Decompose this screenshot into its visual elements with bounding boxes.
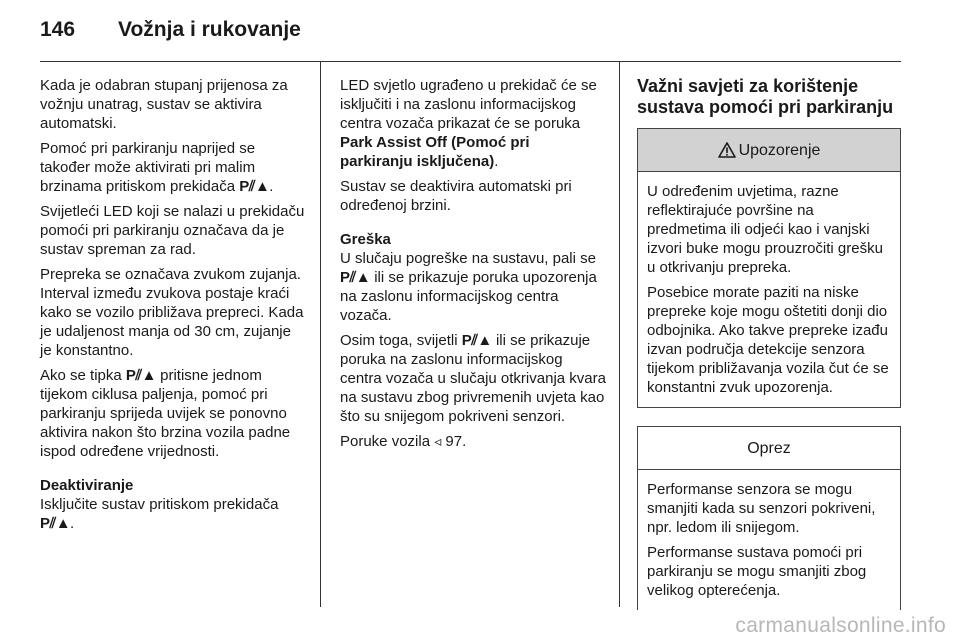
paragraph-reverse-gear: Kada je odabran stupanj prijenosa za vožnju unatrag, sustav se aktivira automatski. — [40, 77, 288, 132]
text-column-3 — [637, 76, 901, 610]
paragraph-button-press: Ako se tipka P⫽▲ pritisne jednom tijekom ciklusa paljenja, pomoć pri parkiranju sprijeda uvijek se ponovno aktivira nakon što brzina vozila padne ispod određene vrijednosti. — [40, 367, 291, 460]
paragraph-fault: Osim toga, svijetli P⫽▲ ili se prikazuje poruka na zaslonu informacijskog centra vozača u slučaju otkrivanja kvara na sustavu zbog privremenih uvjeta kao što su snijegom pokriveni senzori. — [340, 332, 606, 425]
caution-box-body — [638, 470, 900, 610]
warning-box-body — [638, 172, 900, 407]
caution-paragraph-2: Performanse sustava pomoći pri parkiranju se mogu smanjiti zbog velikog opterećenja. — [647, 544, 867, 599]
park-assist-switch-icon: P⫽▲ — [40, 515, 71, 532]
header-divider — [40, 61, 901, 62]
column-divider-right — [619, 62, 620, 607]
warning-paragraph-1: U određenim uvjetima, razne reflektirajuće površine na predmetima ili odjeći kao i vanjski izvori buke mogu prouzročiti grešku u otkrivanju prepreka. — [647, 183, 883, 276]
deactivation-heading: Deaktiviranje — [40, 477, 134, 494]
park-assist-switch-icon: P⫽▲ — [461, 332, 492, 349]
paragraph-error: Greška U slučaju pogreške na sustavu, pali se P⫽▲ ili se prikazuje poruka upozorenja na zaslonu informacijskog centra vozača. — [340, 230, 606, 325]
warning-title: Upozorenje — [738, 141, 821, 159]
page-reference-icon: ◃ — [434, 433, 442, 449]
page-number: 146 — [40, 18, 76, 41]
park-assist-switch-icon: P⫽▲ — [125, 367, 156, 384]
warning-box-header — [638, 129, 900, 172]
paragraph-led: Svijetleći LED koji se nalazi u prekidaču pomoći pri parkiranju označava da je sustav spreman za rad. — [40, 203, 305, 258]
warning-triangle-icon — [718, 142, 736, 158]
paragraph-buzzer: Prepreka se označava zvukom zujanja. Interval između zvukova postaje kraći kako se vozilo približava prepreci. Kada je udaljenost manja od 30 cm, zujanje je konstantno. — [40, 266, 304, 359]
warning-box — [637, 128, 901, 408]
warning-paragraph-2: Posebice morate paziti na niske prepreke koje mogu oštetiti donji dio odbojnika. Ako takve prepreke izađu izvan područja detekcije senzora tijekom približavanja vozila čut će se konstantni zvuk upozorenja. — [647, 284, 889, 396]
paragraph-auto-deactivate: Sustav se deaktivira automatski pri određenoj brzini. — [340, 178, 572, 214]
park-assist-switch-icon: P⫽▲ — [239, 178, 270, 195]
caution-box — [637, 426, 901, 610]
page-reference-link[interactable]: 97. — [445, 433, 467, 450]
caution-title: Oprez — [747, 439, 791, 457]
paragraph-vehicle-messages: Poruke vozila ◃ 97. — [340, 433, 467, 450]
section-title: Važni savjeti za korištenje sustava pomoći pri parkiranju — [637, 76, 894, 117]
page-title: Vožnja i rukovanje — [118, 18, 301, 41]
park-assist-switch-icon: P⫽▲ — [340, 269, 371, 286]
paragraph-led-off: LED svjetlo ugrađeno u prekidač će se isključiti i na zaslonu informacijskog centra vozača prikazat će se poruka Park Assist Off (Pomoć pri parkiranju isključena). — [340, 77, 597, 170]
paragraph-deactivation: Deaktiviranje Isključite sustav pritiskom prekidača P⫽▲. — [40, 476, 306, 533]
text-column-1 — [40, 76, 306, 539]
paragraph-front-assist: Pomoć pri parkiranju naprijed se također može aktivirati pri malim brzinama pritiskom prekidača P⫽▲. — [40, 140, 274, 195]
text-column-2 — [340, 76, 606, 457]
caution-box-header — [638, 427, 900, 470]
caution-paragraph-1: Performanse senzora se mogu smanjiti kada su senzori pokriveni, npr. ledom ili snijegom. — [647, 481, 876, 536]
watermark: carmanualsonline.info — [735, 614, 946, 637]
park-assist-off-message: Park Assist Off (Pomoć pri parkiranju isključena) — [340, 134, 530, 170]
error-heading: Greška — [340, 231, 391, 248]
column-divider-left — [320, 62, 321, 607]
